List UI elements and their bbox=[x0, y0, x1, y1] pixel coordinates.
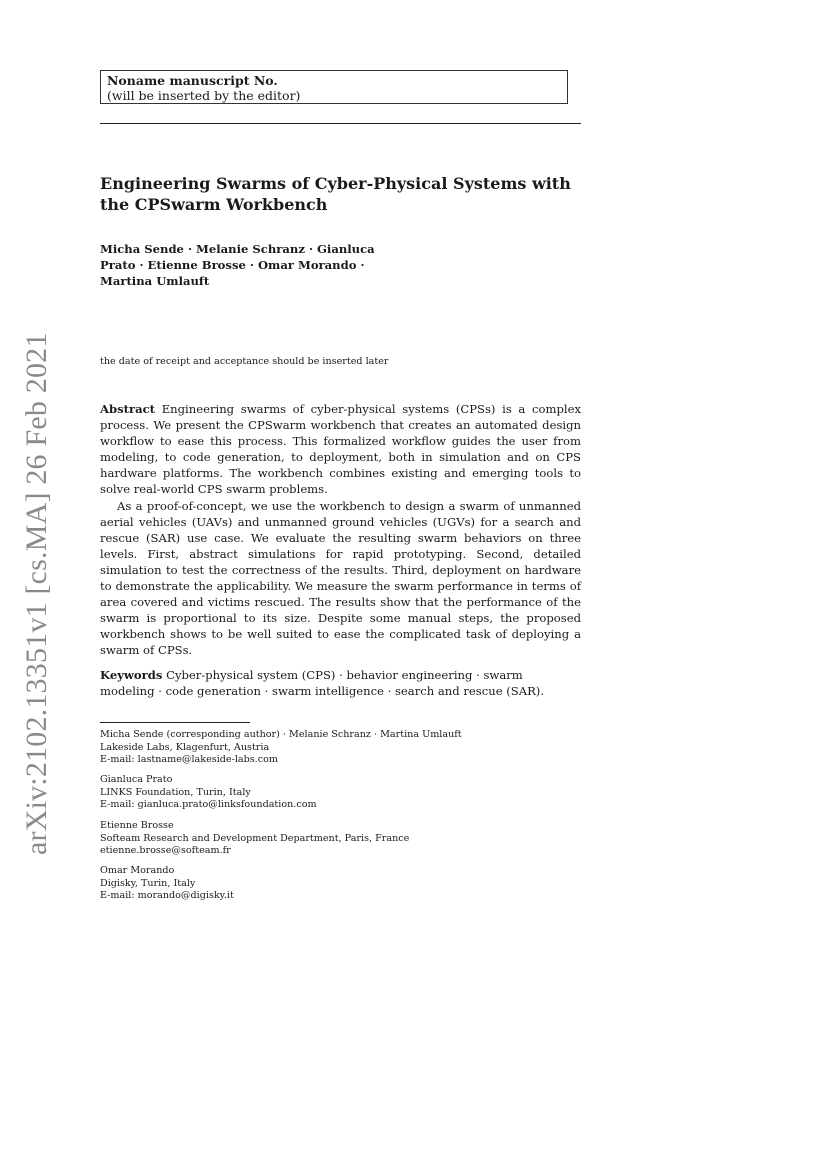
abstract-paragraph bbox=[100, 401, 581, 498]
abstract-paragraph: As a proof-of-concept, we use the workbench to design a swarm of unmanned aerial vehicles (UAVs) and unmanned ground vehicles (UGVs) for a search and rescue (SAR) use case. We evaluate the resulting swarm behaviors on three levels. First, abstract simulations for rapid prototyping. Second, detailed simulation to test the correctness of the results. Third, deployment on hardware to demonstrate the applicability. We measure the swarm performance in terms of area covered and victims rescued. The results show that the performance of the swarm is proportional to its size. Despite some manual steps, the proposed workbench shows to be well suited to ease the complicated task of deploying a swarm of CPSs. bbox=[100, 498, 581, 658]
affiliation-org: Softeam Research and Development Department, Paris, France bbox=[100, 832, 410, 844]
abstract-section bbox=[100, 401, 581, 659]
abstract-label: Abstract bbox=[100, 402, 156, 416]
affiliation-block bbox=[100, 774, 581, 812]
footnote-rule bbox=[100, 722, 250, 723]
affiliation-contact: E-mail: gianluca.prato@linksfoundation.com bbox=[100, 799, 317, 811]
header-rule bbox=[100, 123, 581, 124]
editor-note: (will be inserted by the editor) bbox=[107, 88, 301, 103]
author-line: Micha Sende · Melanie Schranz · Gianluca bbox=[100, 242, 375, 256]
affiliation-block bbox=[100, 729, 581, 767]
affiliation-name: Micha Sende (corresponding author) · Melanie Schranz · Martina Umlauft bbox=[100, 729, 462, 740]
abstract-text: Engineering swarms of cyber-physical systems (CPSs) is a complex process. We present the CPSwarm workbench that creates an automated design workflow to ease this process. This formalized workflow guides the user from modeling, to code generation, to deployment, both in simulation and on CPS hardware platforms. The workbench combines existing and emerging tools to solve real-world CPS swarm problems. bbox=[100, 402, 582, 497]
receipt-note: the date of receipt and acceptance should be inserted later bbox=[100, 356, 389, 367]
affiliation-contact: etienne.brosse@softeam.fr bbox=[100, 845, 231, 857]
affiliation-name: Gianluca Prato bbox=[100, 774, 173, 785]
arxiv-stamp: arXiv:2102.13351v1 [cs.MA] 26 Feb 2021 bbox=[20, 332, 53, 855]
editor-info-box bbox=[100, 70, 568, 104]
affiliation-contact: E-mail: lastname@lakeside-labs.com bbox=[100, 754, 278, 766]
affiliation-org: Digisky, Turin, Italy bbox=[100, 877, 196, 889]
author-line: Prato · Etienne Brosse · Omar Morando · bbox=[100, 258, 365, 272]
affiliation-name: Etienne Brosse bbox=[100, 820, 174, 831]
author-line: Martina Umlauft bbox=[100, 274, 210, 288]
affiliation-name: Omar Morando bbox=[100, 865, 175, 876]
keywords-label: Keywords bbox=[100, 668, 163, 682]
keywords-text: Cyber-physical system (CPS) · behavior engineering · swarm modeling · code generation · swarm intelligence · search and rescue (SAR). bbox=[100, 668, 545, 698]
affiliation-block bbox=[100, 865, 581, 903]
manuscript-number: Noname manuscript No. bbox=[107, 73, 278, 88]
affiliation-org: Lakeside Labs, Klagenfurt, Austria bbox=[100, 741, 270, 753]
keywords-section bbox=[100, 667, 581, 699]
affiliation-block bbox=[100, 820, 581, 858]
affiliation-contact: E-mail: morando@digisky.it bbox=[100, 890, 234, 902]
affiliation-org: LINKS Foundation, Turin, Italy bbox=[100, 786, 251, 798]
paper-title: Engineering Swarms of Cyber-Physical Systems with the CPSwarm Workbench bbox=[100, 174, 571, 214]
author-list bbox=[100, 241, 400, 289]
